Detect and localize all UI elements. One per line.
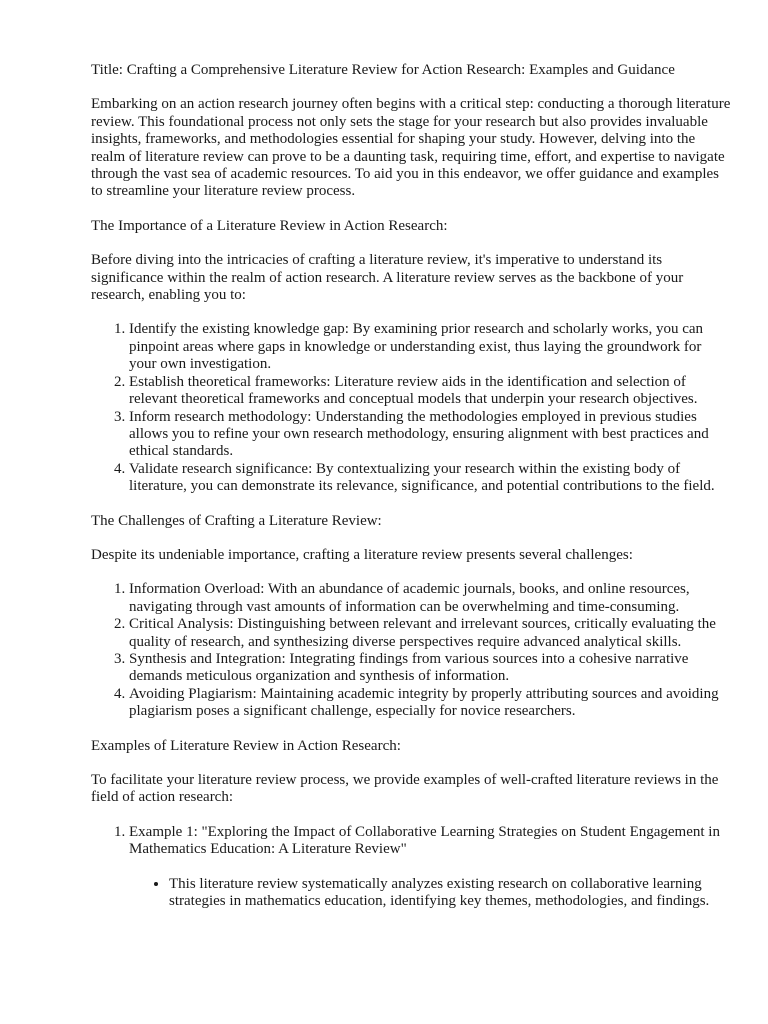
importance-list: [91, 321, 731, 495]
examples-heading: Examples of Literature Review in Action Research:: [91, 737, 401, 754]
list-item: 2. Critical Analysis: Distinguishing between relevant and irrelevant sources, critically evaluating the quality of research, and synthesizing diverse perspectives require advanced analytical skills.: [129, 616, 731, 651]
list-item: 1. Identify the existing knowledge gap: By examining prior research and scholarly works, you can pinpoint areas where gaps in knowledge or understanding exist, thus laying the groundwork for your own investigation.: [129, 321, 731, 373]
document-page: [91, 62, 731, 927]
challenges-heading: The Challenges of Crafting a Literature Review:: [91, 512, 382, 529]
list-item: 3. Synthesis and Integration: Integrating findings from various sources into a cohesive narrative demands meticulous organization and synthesis of information.: [129, 651, 731, 686]
list-item: 4. Validate research significance: By contextualizing your research within the existing body of literature, you can demonstrate its relevance, significance, and potential contributions to the field.: [129, 461, 731, 496]
list-item: 4. Avoiding Plagiarism: Maintaining academic integrity by properly attributing sources and avoiding plagiarism poses a significant challenge, especially for novice researchers.: [129, 686, 731, 721]
list-item: 2. Establish theoretical frameworks: Literature review aids in the identification and selection of relevant theoretical frameworks and conceptual models that underpin your research objectives.: [129, 374, 731, 409]
example-bullets: [129, 876, 731, 911]
example-title: Example 1: "Exploring the Impact of Collaborative Learning Strategies on Student Engagement in Mathematics Education: A Literature Review": [129, 823, 720, 858]
importance-heading: The Importance of a Literature Review in Action Research:: [91, 217, 448, 234]
importance-lead: Before diving into the intricacies of crafting a literature review, it's imperative to understand its significance within the realm of action research. A literature review serves as the backbone of your research, enabling you to:: [91, 252, 684, 304]
list-item: [129, 824, 731, 911]
bullet-item: • This literature review systematically analyzes existing research on collaborative learning strategies in mathematics education, identifying key themes, methodologies, and findings.: [169, 876, 731, 911]
document-title: Title: Crafting a Comprehensive Literature Review for Action Research: Examples and Guidance: [91, 62, 675, 78]
list-item: 1. Information Overload: With an abundance of academic journals, books, and online resources, navigating through vast amounts of information can be overwhelming and time-consuming.: [129, 581, 731, 616]
list-item: 3. Inform research methodology: Understanding the methodologies employed in previous studies allows you to refine your own research methodology, ensuring alignment with best practices and ethical standards.: [129, 409, 731, 461]
examples-list: [91, 824, 731, 911]
challenges-list: [91, 581, 731, 720]
examples-lead: To facilitate your literature review process, we provide examples of well-crafted literature reviews in the field of action research:: [91, 772, 719, 806]
challenges-lead: Despite its undeniable importance, crafting a literature review presents several challenges:: [91, 546, 633, 563]
intro-paragraph: Embarking on an action research journey often begins with a critical step: conducting a thorough literature review. This foundational process not only sets the stage for your research but also provides invaluable insights, frameworks, and methodologies essential for shaping your study. However, delving into the realm of literature review can prove to be a daunting task, requiring time, effort, and expertise to navigate through the vast sea of academic resources. To aid you in this endeavor, we offer guidance and examples to streamline your literature review process.: [91, 96, 731, 200]
